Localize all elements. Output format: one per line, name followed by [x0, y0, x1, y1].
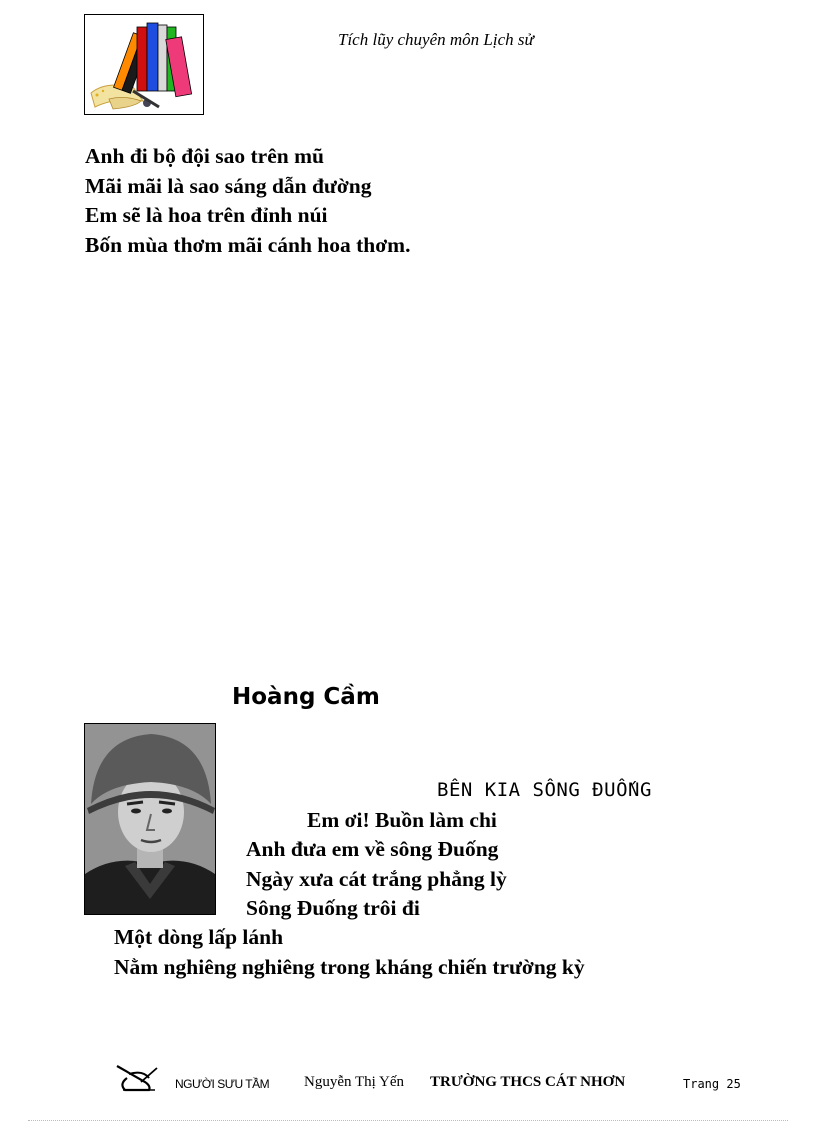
portrait-image — [85, 724, 215, 914]
pen-hand-icon — [115, 1062, 159, 1092]
poem-line: Mãi mãi là sao sáng dẫn đường — [85, 173, 372, 198]
poem-line: Ngày xưa cát trắng phẳng lỳ — [246, 867, 507, 891]
poem-line: Anh đi bộ đội sao trên mũ — [85, 144, 324, 168]
poem-line: Nằm nghiêng nghiêng trong kháng chiến trường kỳ — [114, 955, 585, 979]
poem-title: BÊN KIA SÔNG ĐUỐNG — [437, 779, 652, 801]
poem-line: Em ơi! Buồn làm chi — [307, 808, 497, 832]
collector-label: NGƯỜI SƯU TẦM — [175, 1077, 270, 1091]
page-footer — [0, 1060, 816, 1100]
books-logo — [84, 14, 204, 115]
poem-line: Anh đưa em về sông Đuống — [246, 837, 499, 861]
collector-name: Nguyễn Thị Yến — [304, 1074, 404, 1090]
header-title: Tích lũy chuyên môn Lịch sử — [338, 30, 534, 49]
page-number: Trang 25 — [683, 1077, 741, 1091]
poem-line: Một dòng lấp lánh — [114, 925, 284, 949]
bottom-divider — [28, 1120, 788, 1121]
poem-line: Sông Đuống trôi đi — [246, 896, 420, 920]
author-portrait — [84, 723, 216, 915]
books-icon — [85, 15, 203, 114]
author-name: Hoàng Cầm — [232, 684, 380, 710]
poem-line: Bốn mùa thơm mãi cánh hoa thơm. — [85, 232, 411, 257]
poem-line: Em sẽ là hoa trên đỉnh núi — [85, 203, 328, 227]
school-name: TRƯỜNG THCS CÁT NHƠN — [430, 1074, 626, 1090]
poem-stanza — [85, 142, 410, 260]
